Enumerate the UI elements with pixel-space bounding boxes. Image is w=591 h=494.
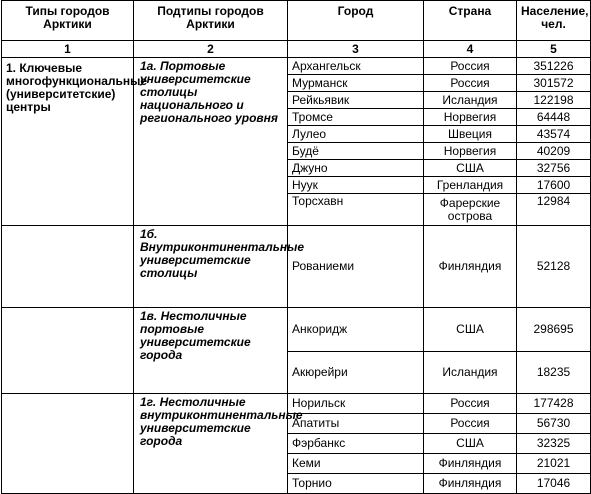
type-cell-empty xyxy=(2,308,134,394)
population-cell: 18235 xyxy=(517,352,591,394)
city-cell: Рованиеми xyxy=(288,226,424,308)
header-population: Население, чел. xyxy=(517,1,591,41)
population-cell: 122198 xyxy=(517,92,591,109)
population-cell: 64448 xyxy=(517,109,591,126)
city-cell: Фэрбанкс xyxy=(288,434,424,454)
country-cell: Швеция xyxy=(424,126,517,143)
subtype-cell: 1б. Внутриконтинентальные университетские столицы xyxy=(134,226,288,308)
city-cell: Будё xyxy=(288,143,424,160)
population-cell: 21021 xyxy=(517,454,591,474)
population-cell: 301572 xyxy=(517,75,591,92)
column-number: 5 xyxy=(517,41,591,58)
country-cell: Финляндия xyxy=(424,474,517,494)
population-cell: 298695 xyxy=(517,308,591,352)
country-cell: США xyxy=(424,434,517,454)
city-cell: Апатиты xyxy=(288,414,424,434)
country-cell: Норвегия xyxy=(424,143,517,160)
city-cell: Нуук xyxy=(288,177,424,194)
city-cell: Кеми xyxy=(288,454,424,474)
country-cell: США xyxy=(424,160,517,177)
table-row xyxy=(2,226,591,308)
country-cell: Финляндия xyxy=(424,226,517,308)
column-number: 4 xyxy=(424,41,517,58)
population-cell: 52128 xyxy=(517,226,591,308)
city-cell: Рейкьявик xyxy=(288,92,424,109)
type-cell-empty xyxy=(2,394,134,494)
population-cell: 17600 xyxy=(517,177,591,194)
subtype-cell: 1а. Портовые университетские столицы национального и регионального уровня xyxy=(134,58,288,226)
header-row xyxy=(2,1,591,41)
city-cell: Мурманск xyxy=(288,75,424,92)
country-cell: Финляндия xyxy=(424,454,517,474)
arctic-cities-table xyxy=(1,0,591,494)
population-cell: 17046 xyxy=(517,474,591,494)
city-cell: Анкоридж xyxy=(288,308,424,352)
column-number: 1 xyxy=(2,41,134,58)
column-number: 2 xyxy=(134,41,288,58)
population-cell: 40209 xyxy=(517,143,591,160)
header-type: Типы городов Арктики xyxy=(2,1,134,41)
city-cell: Тромсе xyxy=(288,109,424,126)
population-cell: 12984 xyxy=(517,194,591,226)
country-cell: Россия xyxy=(424,58,517,75)
table-row xyxy=(2,58,591,75)
header-city: Город xyxy=(288,1,424,41)
subtype-cell: 1г. Нестоличные внутриконтинентальные университетские города xyxy=(134,394,288,494)
country-cell: Норвегия xyxy=(424,109,517,126)
country-cell: Россия xyxy=(424,414,517,434)
city-cell: Лулео xyxy=(288,126,424,143)
header-country: Страна xyxy=(424,1,517,41)
city-cell: Торсхавн xyxy=(288,194,424,226)
city-cell: Торнио xyxy=(288,474,424,494)
population-cell: 32325 xyxy=(517,434,591,454)
type-cell: 1. Ключевые многофункциональные (университетские) центры xyxy=(2,58,134,226)
country-cell: Исландия xyxy=(424,352,517,394)
table-row xyxy=(2,394,591,414)
city-cell: Джуно xyxy=(288,160,424,177)
population-cell: 351226 xyxy=(517,58,591,75)
country-cell: Гренландия xyxy=(424,177,517,194)
country-cell: Фарерские острова xyxy=(424,194,517,226)
country-cell: Россия xyxy=(424,75,517,92)
city-cell: Норильск xyxy=(288,394,424,414)
population-cell: 43574 xyxy=(517,126,591,143)
type-cell-empty xyxy=(2,226,134,308)
subtype-cell: 1в. Нестоличные портовые университетские города xyxy=(134,308,288,394)
city-cell: Акюрейри xyxy=(288,352,424,394)
column-number-row xyxy=(2,41,591,58)
population-cell: 56730 xyxy=(517,414,591,434)
city-cell: Архангельск xyxy=(288,58,424,75)
country-cell: Россия xyxy=(424,394,517,414)
country-cell: Исландия xyxy=(424,92,517,109)
country-cell: США xyxy=(424,308,517,352)
header-subtype: Подтипы городов Арктики xyxy=(134,1,288,41)
population-cell: 177428 xyxy=(517,394,591,414)
population-cell: 32756 xyxy=(517,160,591,177)
column-number: 3 xyxy=(288,41,424,58)
table-row xyxy=(2,308,591,352)
